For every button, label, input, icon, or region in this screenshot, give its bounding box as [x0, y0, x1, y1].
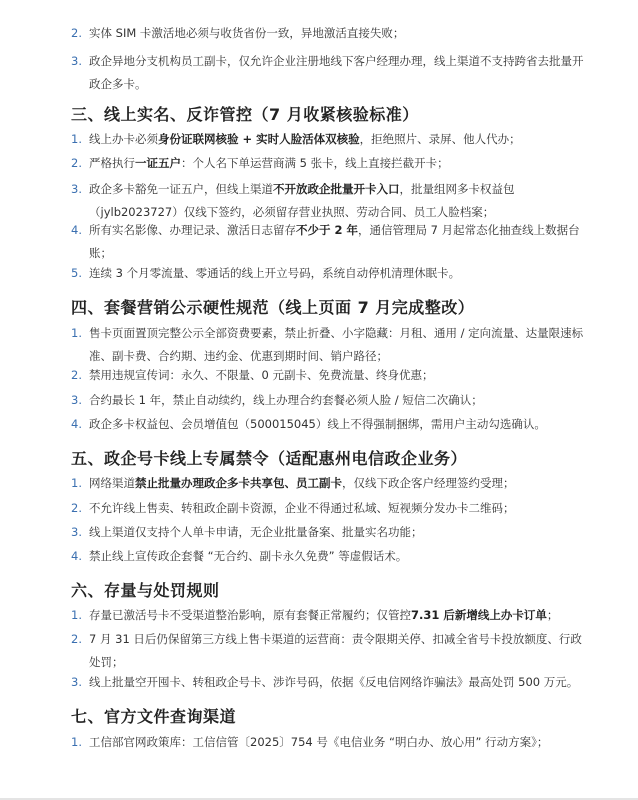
item-text: 线上批量空开囤卡、转租政企号卡、涉诈号码，依据《反电信网络诈骗法》最高处罚 500 万元。	[89, 675, 579, 689]
item-text: 7 月 31 日后仍保留第三方线上售卡渠道的运营商：责令限期关停、扣减全省号卡投放额度、行政处罚；	[89, 632, 582, 669]
list-item	[71, 671, 591, 694]
list-item	[71, 50, 591, 96]
item-number: 2.	[71, 156, 82, 170]
list-item	[71, 545, 591, 568]
item-number: 2.	[71, 501, 82, 515]
item-text: 售卡页面置顶完整公示全部资费要素，禁止折叠、小字隐藏：月租、通用 / 定向流量、达量限速标准、副卡费、合约期、违约金、优惠到期时间、销户路径；	[89, 326, 584, 363]
item-text: 工信部官网政策库：工信信管〔2025〕754 号《电信业务 “明白办、放心用” 行动方案》；	[89, 735, 549, 749]
item-number: 3.	[71, 675, 82, 689]
item-text: 所有实名影像、办理记录、激活日志留存不少于 2 年，通信管理局 7 月起常态化抽查线上数据台账；	[89, 223, 580, 260]
item-text: 合约最长 1 年，禁止自动续约，线上办理合约套餐必须人脸 / 短信二次确认；	[89, 393, 483, 407]
section-heading: 三、线上实名、反诈管控（7 月收紧核验标准）	[71, 105, 419, 124]
item-number: 3.	[71, 525, 82, 539]
list-item	[71, 152, 591, 175]
item-number: 3.	[71, 54, 82, 68]
item-number: 2.	[71, 368, 82, 382]
list-item	[71, 628, 591, 674]
list-item	[71, 22, 591, 45]
item-text: 连续 3 个月零流量、零通话的线上开立号码，系统自动停机清理休眠卡。	[89, 266, 461, 280]
item-text: 实体 SIM 卡激活地必须与收货省份一致，异地激活直接失败；	[89, 26, 405, 40]
item-number: 2.	[71, 26, 82, 40]
item-text: 严格执行一证五户：个人名下单运营商满 5 张卡，线上直接拦截开卡；	[89, 156, 449, 170]
item-text: 网络渠道禁止批量办理政企多卡共享包、员工副卡，仅线下政企客户经理签约受理；	[89, 476, 515, 490]
section-heading: 六、存量与处罚规则	[71, 581, 220, 600]
item-number: 2.	[71, 632, 82, 646]
list-item	[71, 604, 591, 627]
list-item	[71, 364, 591, 387]
item-number: 1.	[71, 735, 82, 749]
item-number: 4.	[71, 549, 82, 563]
section-heading: 四、套餐营销公示硬性规范（线上页面 7 月完成整改）	[71, 298, 475, 317]
list-item	[71, 219, 591, 265]
section-heading: 七、官方文件查询渠道	[71, 707, 237, 726]
list-item	[71, 262, 591, 285]
item-text: 政企多卡权益包、会员增值包（500015045）线上不得强制捆绑，需用户主动勾选确认。	[89, 417, 546, 431]
item-number: 1.	[71, 608, 82, 622]
item-text: 线上渠道仅支持个人单卡申请，无企业批量备案、批量实名功能；	[89, 525, 423, 539]
item-number: 4.	[71, 417, 82, 431]
item-number: 3.	[71, 393, 82, 407]
list-item	[71, 731, 591, 754]
item-number: 1.	[71, 132, 82, 146]
item-number: 1.	[71, 476, 82, 490]
list-item	[71, 322, 591, 368]
item-text: 政企异地分支机构员工副卡，仅允许企业注册地线下客户经理办理，线上渠道不支持跨省去批量开政企多卡。	[89, 54, 584, 91]
item-number: 3.	[71, 182, 82, 196]
item-number: 1.	[71, 326, 82, 340]
item-text: 禁用违规宣传词：永久、不限量、0 元副卡、免费流量、终身优惠；	[89, 368, 434, 382]
list-item	[71, 128, 591, 151]
list-item	[71, 472, 591, 495]
list-item	[71, 178, 591, 224]
item-text: 存量已激活号卡不受渠道整治影响，原有套餐正常履约；仅管控7.31 后新增线上办卡订单；	[89, 608, 559, 622]
item-text: 不允许线上售卖、转租政企副卡资源，企业不得通过私域、短视频分发办卡二维码；	[89, 501, 515, 515]
list-item	[71, 413, 591, 436]
section-heading: 五、政企号卡线上专属禁令（适配惠州电信政企业务）	[71, 449, 468, 468]
list-item	[71, 389, 591, 412]
item-number: 5.	[71, 266, 82, 280]
item-text: 禁止线上宣传政企套餐 “无合约、副卡永久免费” 等虚假话术。	[89, 549, 408, 563]
list-item	[71, 521, 591, 544]
item-number: 4.	[71, 223, 82, 237]
item-text: 线上办卡必须身份证联网核验 + 实时人脸活体双核验，拒绝照片、录屏、他人代办；	[89, 132, 521, 146]
list-item	[71, 497, 591, 520]
item-text: 政企多卡豁免一证五户，但线上渠道不开放政企批量开卡入口，批量组网多卡权益包（jylb2023727）仅线下签约，必须留存营业执照、劳动合同、员工人脸档案；	[89, 182, 515, 219]
